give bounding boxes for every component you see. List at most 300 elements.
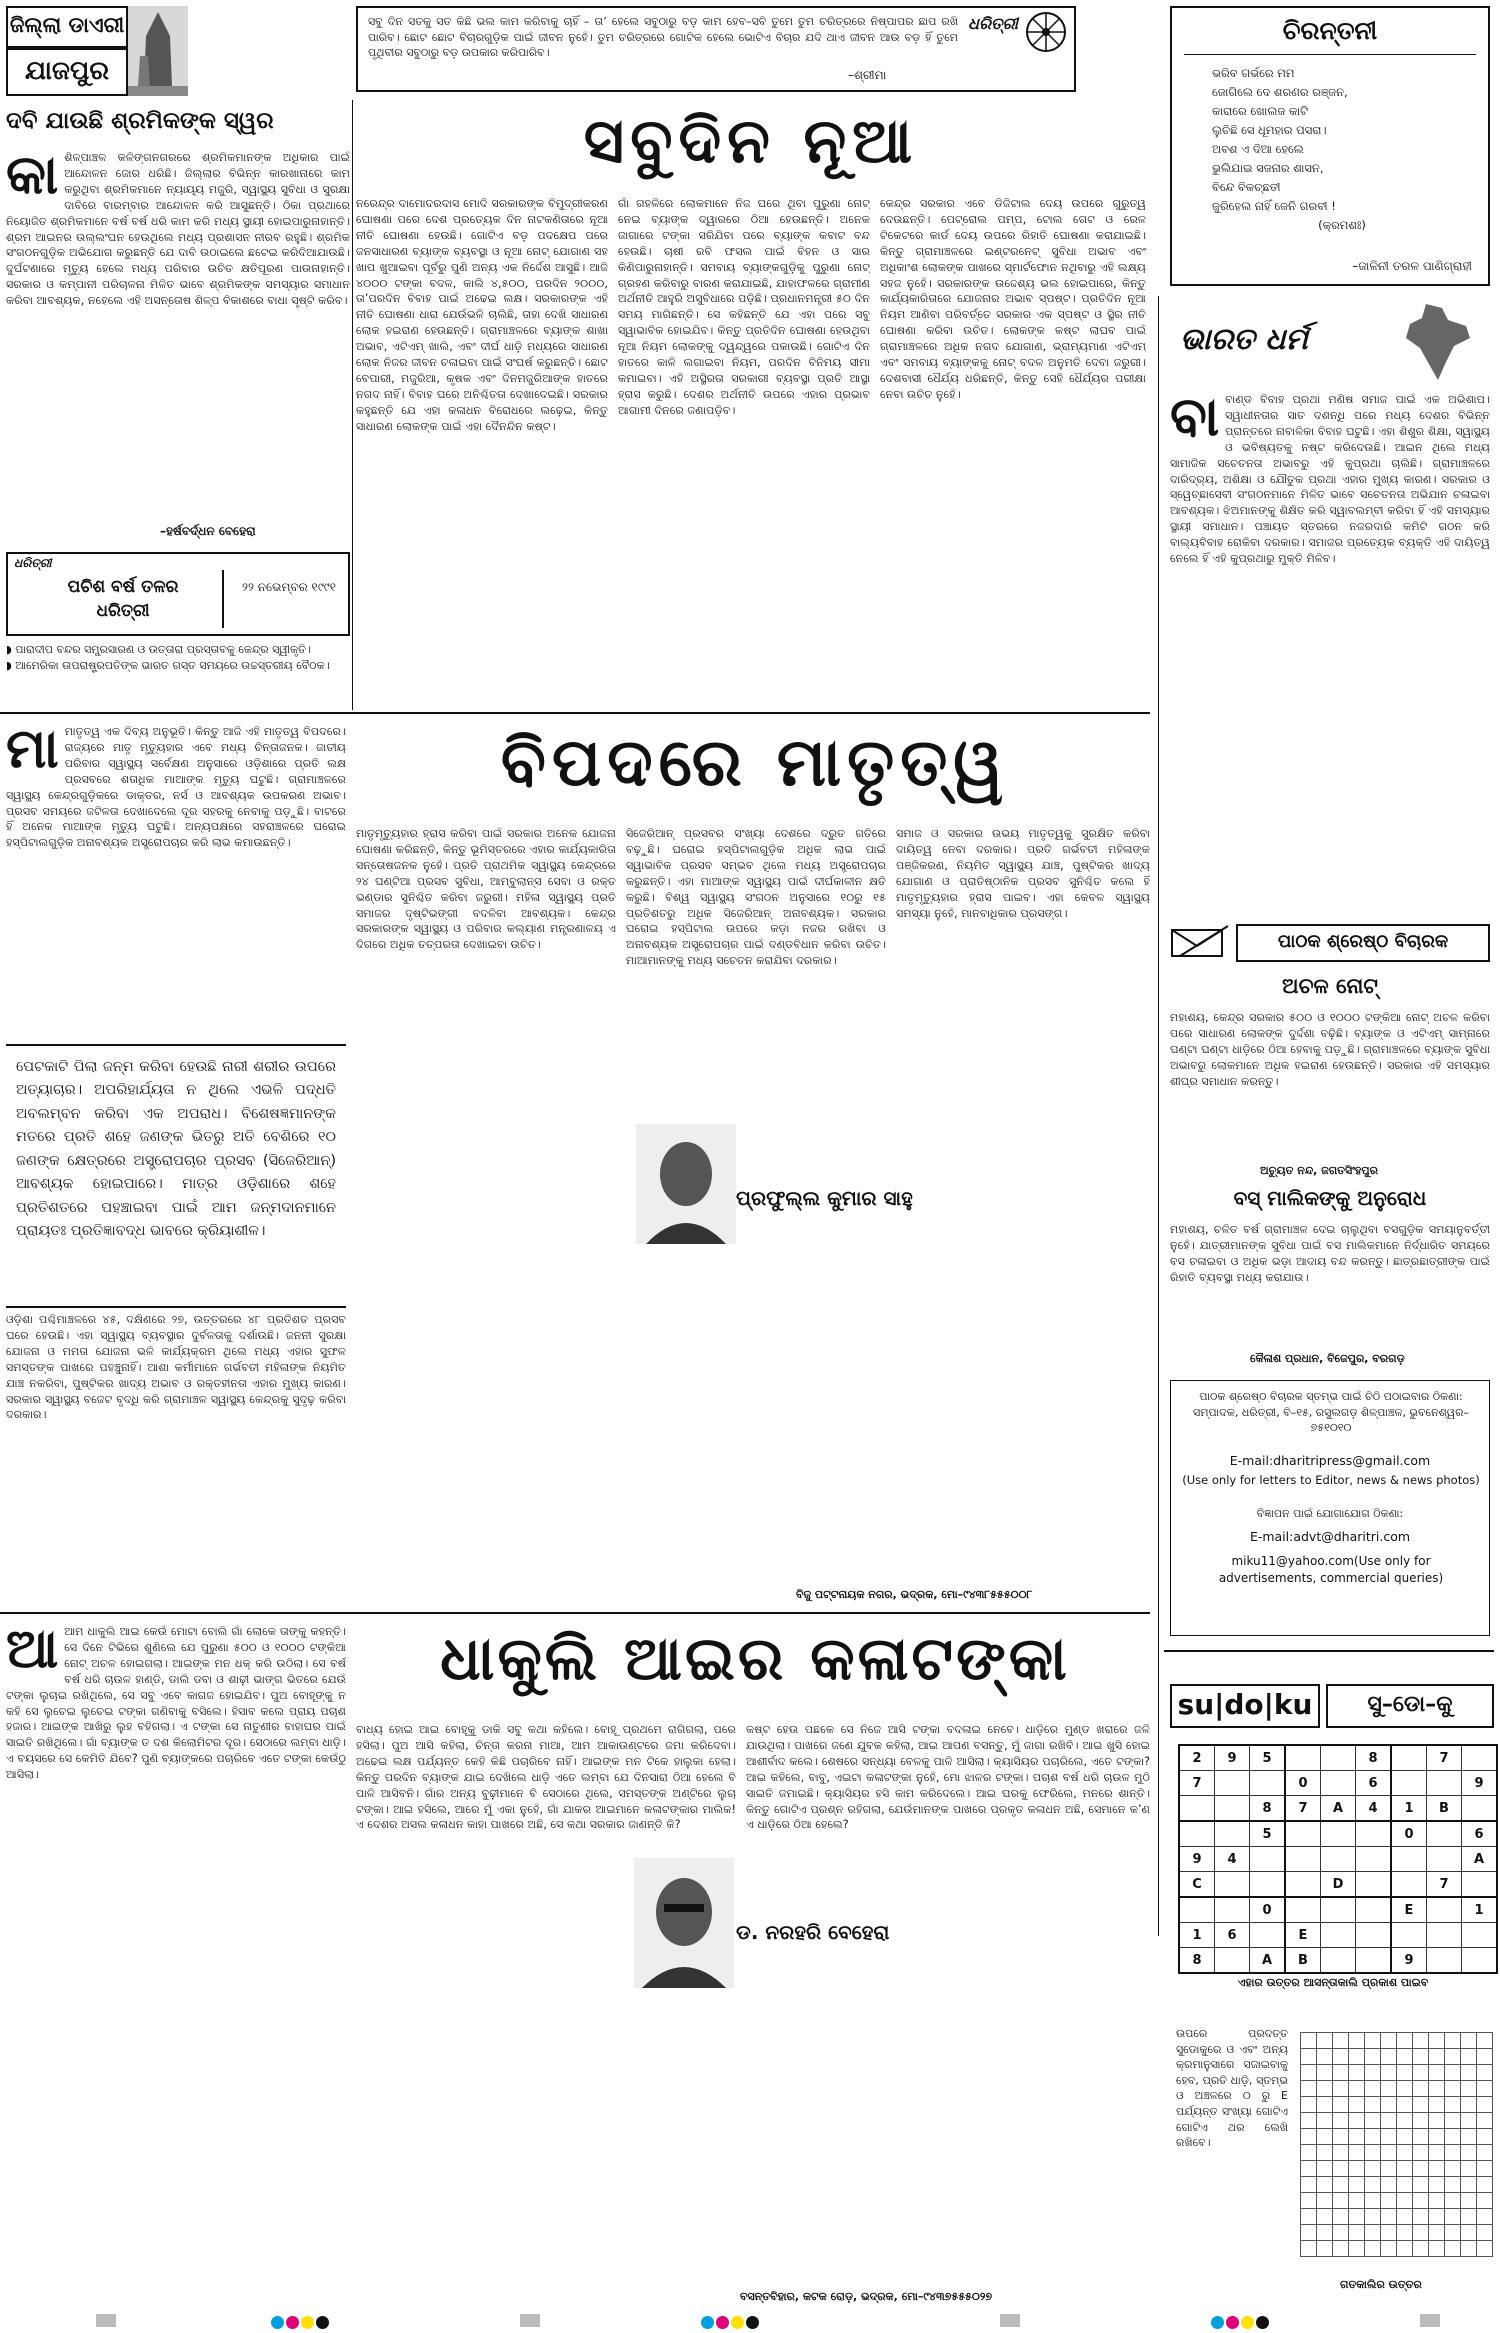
answer-cell — [1381, 2049, 1397, 2065]
letter-1-body: ମହାଶୟ, କେନ୍ଦ୍ର ସରକାର ୫୦୦ ଓ ୧୦୦୦ ଟଙ୍କିଆ ନୋଟ୍ ଅଚଳ କରିବା ପରେ ସାଧାରଣ ଲୋକଙ୍କ ଦୁର୍ଦ୍ଦଶା ବଢ଼ିଛି। ବ୍ୟାଙ୍କ ଓ ଏଟିଏମ୍ ସାମ୍ନାରେ ଘଣ୍ଟା ଘଣ୍ଟା ଧାଡ଼ିରେ ଠିଆ ହେବାକୁ ପଡ଼ୁଛି। ଗ୍ରାମାଞ୍ଚଳରେ ବ୍ୟାଙ୍କ ସୁବିଧା ଅଭାବରୁ ଲୋକମାନେ ଅଧିକ ହଇରାଣ ହେଉଛନ୍ତି। ସରକାର ଏହି ସମସ୍ୟାର ଶୀଘ୍ର ସମାଧାନ କରନ୍ତୁ। — [1170, 1011, 1490, 1088]
anniversary-logo: ଧରିତ୍ରୀ — [14, 556, 52, 570]
sudoku-prev-grid — [1300, 2032, 1493, 2257]
india-header — [1170, 300, 1490, 390]
dhakuli-col-1 — [6, 1624, 346, 2284]
mother-col-a: ଓଡ଼ିଶା ପଶ୍ଚିମାଞ୍ଚଳରେ ୪୫, ଦକ୍ଷିଣରେ ୨୭, ଉତ୍ତରରେ ୪୮ ପ୍ରତିଶତ ପ୍ରସବ ଘରେ ହେଉଛି। ଏହା ସ୍ୱାସ୍ଥ୍ୟ ବ୍ୟବସ୍ଥାର ଦୁର୍ବଳତାକୁ ଦର୍ଶାଉଛି। ଜନନୀ ସୁରକ୍ଷା ଯୋଜନା ଓ ମମତା ଯୋଜନା ଭଳି କାର୍ଯ୍ୟକ୍ରମ ଥିଲେ ମଧ୍ୟ ଏହାର ସୁଫଳ ସମସ୍ତଙ୍କ ପାଖରେ ପହଞ୍ଚୁନାହିଁ। ଆଶା କର୍ମୀମାନେ ଗର୍ଭବତୀ ମହିଳାଙ୍କ ନିୟମିତ ଯାଞ୍ଚ ନକରିବା, ପୁଷ୍ଟିକର ଖାଦ୍ୟ ଅଭାବ ଓ ରକ୍ତହୀନତା ଏହାର ମୁଖ୍ୟ କାରଣ। ସରକାର ସ୍ୱାସ୍ଥ୍ୟ ବଜେଟ ବୃଦ୍ଧି କରି ଗ୍ରାମାଞ୍ଚଳ ସ୍ୱାସ୍ଥ୍ୟ କେନ୍ଦ୍ରକୁ ସୁଦୃଢ଼ କରିବା ଦରକାର। — [6, 1313, 346, 1422]
sudoku-cell[interactable] — [1391, 1923, 1427, 1948]
answer-cell — [1397, 2097, 1413, 2113]
sudoku-cell[interactable] — [1356, 1872, 1392, 1898]
answer-cell — [1365, 2161, 1381, 2177]
mother-intro — [6, 724, 346, 1036]
answer-cell — [1317, 2241, 1333, 2257]
mother-col-d: ସମାଜ ଓ ସରକାର ଉଭୟ ମାତୃତ୍ୱକୁ ସୁରକ୍ଷିତ କରିବା ଦାୟିତ୍ୱ ନେବା ଦରକାର। ପ୍ରତି ଗର୍ଭବତୀ ମହିଳାଙ୍କ ପଞ୍ଜିକରଣ, ନିୟମିତ ସ୍ୱାସ୍ଥ୍ୟ ଯାଞ୍ଚ, ପୁଷ୍ଟିକର ଖାଦ୍ୟ ଯୋଗାଣ ଓ ପ୍ରାତିଷ୍ଠାନିକ ପ୍ରସବ ସୁନିଶ୍ଚିତ କଲେ ହିଁ ମାତୃମୃତ୍ୟୁହାର ହ୍ରାସ ପାଇବ। ଏହା କେବଳ ସ୍ୱାସ୍ଥ୍ୟ ସମସ୍ୟା ନୁହେଁ, ମାନବାଧିକାର ପ୍ରସଙ୍ଗ। — [896, 827, 1150, 920]
answer-cell — [1397, 2049, 1413, 2065]
answer-cell — [1333, 2097, 1349, 2113]
sudoku-cell[interactable]: 9 — [1391, 1948, 1427, 1974]
answer-cell — [1461, 2209, 1477, 2225]
answer-cell — [1429, 2081, 1445, 2097]
answer-cell — [1365, 2177, 1381, 2193]
sudoku-row — [1179, 1771, 1497, 1796]
sudoku-cell[interactable] — [1321, 1745, 1356, 1771]
answer-cell — [1301, 2065, 1317, 2081]
registration-marks — [0, 2312, 1500, 2330]
sudoku-cell[interactable] — [1215, 1796, 1250, 1822]
dhakuli-col-2: ବାଧ୍ୟ ହୋଇ ଆଇ ବୋହୂକୁ ଡାକି ସବୁ କଥା କହିଲେ। ବୋହୂ ପ୍ରଥମେ ରାଗିଗଲା, ପରେ ହସିଲା। ପୁଅ ଆସି କହିଲା, ଚିନ୍ତା କରନା ମାଆ, ଆମ ଆକାଉଣ୍ଟରେ ଜମା କରିଦେବା। ଅଢେଇ ଲକ୍ଷ ପର୍ଯ୍ୟନ୍ତ କେହି କିଛି ପଚାରିବେ ନାହିଁ। ଆଇଙ୍କ ମନ ଟିକେ ହାଲୁକା ହେଲା। କିନ୍ତୁ ପରଦିନ ବ୍ୟାଙ୍କ ଯାଇ ଦେଖିଲେ ଧାଡ଼ି ଏତେ ଲମ୍ବା ଯେ ଦିନସାରା ଠିଆ ହେଲେ ବି ପାଳି ଆସିବନି। ଗାଁର ଅନ୍ୟ ବୁଢ଼ୀମାନେ ବି ସେଠାରେ ଥିଲେ, ସମସ୍ତଙ୍କ ଅଣ୍ଟିରେ ଲୁଚା ଟଙ୍କା। ଆଇ ହସିଲେ, ଆରେ ମୁଁ ଏକା ନୁହେଁ, ଗାଁ ଯାକର ଆଇମାନେ କଳାଟଙ୍କାର ମାଲିକ! ଏ ଦେଶର ଅସଲ କଳାଧନ କାହା ପାଖରେ ଅଛି, ସେ କଥା ସରକାର ଜାଣନ୍ତି କି? — [356, 1723, 736, 1832]
answer-row — [1301, 2193, 1493, 2209]
dhakuli-author: ଡ. ନରହରି ବେହେରା — [736, 1920, 936, 1944]
sudoku-cell[interactable]: B — [1427, 1796, 1462, 1822]
sudoku-prev-text: ଉପରେ ପ୍ରଦତ୍ତ ସୁଡୋକୁରେ ଓ ଏବଂ ଅନ୍ୟ କ୍ରମାନୁସାରେ ସଜାଇବାକୁ ହେବ, ପ୍ରତି ଧାଡ଼ି, ସ୍ତମ୍ଭ ଓ ଅଞ୍ଚଳରେ ୦ ରୁ E ପର୍ଯ୍ୟନ୍ତ ସଂଖ୍ୟା ଗୋଟିଏ ଗୋଟିଏ ଥର ଲେଖି ରଖିବେ। — [1176, 2027, 1288, 2150]
answer-cell — [1333, 2177, 1349, 2193]
india-dropcap: ବା — [1170, 392, 1220, 448]
sudoku-cell[interactable] — [1321, 1847, 1356, 1872]
answer-cell — [1397, 2177, 1413, 2193]
district-name: ଯାଜପୁର — [6, 48, 128, 96]
district-header — [6, 6, 186, 94]
answer-cell — [1461, 2049, 1477, 2065]
sudoku-cell[interactable] — [1391, 1771, 1427, 1796]
answer-cell — [1301, 2097, 1317, 2113]
sudoku-cell[interactable]: A — [1462, 1847, 1498, 1872]
contact-notice-2: ବିଜ୍ଞାପନ ପାଇଁ ଯୋଗାଯୋଗ ଠିକଣା: — [1256, 1507, 1404, 1520]
sudoku-title-en: su|do|ku — [1170, 1684, 1320, 1728]
answer-row — [1301, 2241, 1493, 2257]
answer-cell — [1477, 2209, 1493, 2225]
answer-cell — [1477, 2097, 1493, 2113]
sudoku-cell[interactable] — [1427, 1771, 1462, 1796]
poem-lines — [1212, 64, 1472, 235]
sudoku-cell[interactable] — [1462, 1948, 1498, 1974]
answer-cell — [1461, 2193, 1477, 2209]
answer-cell — [1429, 2097, 1445, 2113]
answer-cell — [1429, 2145, 1445, 2161]
divider — [1158, 296, 1159, 1936]
sudoku-cell[interactable] — [1215, 1897, 1250, 1923]
answer-cell — [1445, 2145, 1461, 2161]
answer-cell — [1461, 2081, 1477, 2097]
sudoku-row — [1179, 1821, 1497, 1847]
sudoku-cell[interactable]: A — [1250, 1948, 1286, 1974]
answer-cell — [1461, 2145, 1477, 2161]
sudoku-cell[interactable]: 2 — [1179, 1745, 1215, 1771]
answer-cell — [1301, 2049, 1317, 2065]
answer-cell — [1461, 2177, 1477, 2193]
answer-cell — [1429, 2033, 1445, 2049]
answer-cell — [1381, 2241, 1397, 2257]
sudoku-cell[interactable]: 0 — [1285, 1771, 1321, 1796]
answer-cell — [1477, 2161, 1493, 2177]
answer-row — [1301, 2177, 1493, 2193]
sudoku-cell[interactable]: 1 — [1179, 1923, 1215, 1948]
sudoku-cell[interactable] — [1321, 1821, 1356, 1847]
answer-cell — [1301, 2145, 1317, 2161]
india-title: ଭାରତ ଧର୍ମ — [1180, 322, 1308, 357]
answer-cell — [1445, 2161, 1461, 2177]
answer-cell — [1349, 2033, 1365, 2049]
contact-email-1: E-mail:dharitripress@gmail.com — [1229, 1453, 1431, 1468]
contact-email-3: miku11@yahoo.com(Use only for advertisements, commercial queries) — [1218, 1554, 1444, 1585]
poem-box — [1170, 6, 1490, 286]
sudoku-cell[interactable]: 0 — [1391, 1821, 1427, 1847]
sudoku-row — [1179, 1796, 1497, 1822]
sudoku-cell[interactable]: 7 — [1179, 1771, 1215, 1796]
sudoku-row — [1179, 1923, 1497, 1948]
answer-cell — [1461, 2065, 1477, 2081]
contact-box — [1170, 1380, 1490, 1636]
sudoku-cell[interactable]: 4 — [1215, 1847, 1250, 1872]
sudoku-cell[interactable] — [1391, 1872, 1427, 1898]
sudoku-cell[interactable] — [1462, 1796, 1498, 1822]
answer-cell — [1413, 2033, 1429, 2049]
author-photo-1 — [636, 1124, 736, 1244]
sudoku-cell[interactable]: 4 — [1356, 1796, 1392, 1822]
sudoku-cell[interactable] — [1321, 1948, 1356, 1974]
answer-cell — [1365, 2241, 1381, 2257]
answer-cell — [1381, 2209, 1397, 2225]
sudoku-cell[interactable] — [1427, 1923, 1462, 1948]
anniversary-item: ◗ ଆମେରିକା ଉପରାଷ୍ଟ୍ରପତିଙ୍କ ଭାରତ ଗସ୍ତ ସମୟରେ ଉଚ୍ଚସ୍ତରୀୟ ବୈଠକ। — [6, 658, 330, 672]
poem-line: ଅବଶ ଏ ଦିଆ ହେଲେ — [1212, 141, 1304, 156]
answer-cell — [1461, 2033, 1477, 2049]
answer-cell — [1429, 2113, 1445, 2129]
sudoku-cell[interactable]: 6 — [1356, 1771, 1392, 1796]
answer-cell — [1445, 2081, 1461, 2097]
sudoku-cell[interactable] — [1215, 1821, 1250, 1847]
answer-row — [1301, 2129, 1493, 2145]
sudoku-header — [1170, 1684, 1490, 1728]
lead-col-2: ଗାଁ ଗହଳିରେ ଲୋକମାନେ ନିଜ ଘରେ ଥିବା ପୁରୁଣା ନୋଟ୍ ନେଇ ବ୍ୟାଙ୍କ ଦ୍ୱାରରେ ଠିଆ ହେଉଛନ୍ତି। ଅନେକ ଜାଗାରେ ଟଙ୍କା ସରିଯିବା ପରେ ବ୍ୟାଙ୍କ କବାଟ ବନ୍ଦ ହେଉଛି। ଚାଷୀ ରବି ଫସଲ ପାଇଁ ବିହନ ଓ ସାର କିଣିପାରୁନାହାନ୍ତି। ସମବାୟ ବ୍ୟାଙ୍କଗୁଡ଼ିକୁ ପୁରୁଣା ନୋଟ୍ ଗ୍ରହଣ କରିବାରୁ ବାରଣ କରାଯାଇଛି, ଯାହାଫଳରେ ଗ୍ରାମୀଣ ଅର୍ଥନୀତି ଆହୁରି ଅସୁବିଧାରେ ପଡ଼ିଛି। ପ୍ରଧାନମନ୍ତ୍ରୀ ୫୦ ଦିନ ସମୟ ମାଗିଛନ୍ତି। ସେ କହିଛନ୍ତି ଯେ ଏହା ପରେ ସବୁ ସ୍ୱାଭାବିକ ହୋଇଯିବ। କିନ୍ତୁ ପ୍ରତିଦିନ ଘୋଷଣା ହେଉଥିବା ନୂଆ ନିୟମ ଲୋକଙ୍କୁ ଦ୍ୱନ୍ଦ୍ୱରେ ପକାଉଛି। ଗୋଟିଏ ଦିନ ହାତରେ କାଳି ଲଗାଇବା ନିୟମ, ପରଦିନ ବିନିମୟ ସୀମା କମାଇବା। ଏହି ଅସ୍ଥିରତା ସରକାରୀ ବ୍ୟବସ୍ଥା ପ୍ରତି ଆସ୍ଥା ହ୍ରାସ କରୁଛି। ଦେଶର ଅର୍ଥନୀତି ଉପରେ ଏହାର ପ୍ରଭାବ ଆଗାମୀ ଦିନରେ ଜଣାପଡ଼ିବ। — [618, 197, 870, 417]
sudoku-cell[interactable] — [1321, 1771, 1356, 1796]
answer-cell — [1397, 2145, 1413, 2161]
answer-cell — [1477, 2033, 1493, 2049]
answer-cell — [1413, 2097, 1429, 2113]
answer-cell — [1317, 2097, 1333, 2113]
sudoku-cell[interactable] — [1427, 1948, 1462, 1974]
answer-cell — [1333, 2161, 1349, 2177]
answer-cell — [1349, 2193, 1365, 2209]
answer-cell — [1381, 2097, 1397, 2113]
sudoku-grid[interactable] — [1178, 1744, 1498, 1974]
dhakuli-title: ଧାକୁଲି ଆଇର କଳାଟଙ୍କା — [440, 1624, 1070, 1694]
answer-cell — [1333, 2049, 1349, 2065]
answer-cell — [1413, 2177, 1429, 2193]
answer-cell — [1381, 2161, 1397, 2177]
answer-cell — [1461, 2113, 1477, 2129]
answer-cell — [1429, 2225, 1445, 2241]
sudoku-cell[interactable] — [1356, 1923, 1392, 1948]
answer-cell — [1333, 2129, 1349, 2145]
india-body — [1170, 392, 1490, 916]
sudoku-cell[interactable]: 1 — [1462, 1897, 1498, 1923]
sudoku-cell[interactable] — [1285, 1897, 1321, 1923]
answer-cell — [1413, 2049, 1429, 2065]
sudoku-cell[interactable] — [1179, 1821, 1215, 1847]
answer-cell — [1429, 2209, 1445, 2225]
poem-author: –ଜାଳିନୀ ତରଳ ପାଣିଗ୍ରାହୀ — [1352, 259, 1472, 273]
sudoku-cell[interactable]: 1 — [1391, 1796, 1427, 1822]
answer-cell — [1397, 2193, 1413, 2209]
answer-cell — [1317, 2177, 1333, 2193]
answer-row — [1301, 2145, 1493, 2161]
sudoku-cell[interactable]: D — [1321, 1872, 1356, 1898]
sudoku-cell[interactable] — [1250, 1847, 1286, 1872]
letter-1-title: ଅଚଳ ନୋଟ୍ — [1282, 974, 1378, 998]
answer-cell — [1413, 2081, 1429, 2097]
anniversary-box — [6, 552, 350, 636]
contact-email-2: E-mail:advt@dharitri.com — [1249, 1529, 1411, 1544]
poem-line: (କ୍ରମଶଃ) — [1318, 217, 1366, 232]
answer-cell — [1445, 2113, 1461, 2129]
sudoku-cell[interactable]: 0 — [1250, 1897, 1286, 1923]
dhakuli-address: ବସନ୍ତବିହାର, କଟକ ରୋଡ଼, ଭଦ୍ରକ, ମୋ–୯୪୩୭୫୫୫୦୨୭ — [740, 2290, 993, 2303]
answer-cell — [1445, 2049, 1461, 2065]
answer-cell — [1413, 2113, 1429, 2129]
answer-row — [1301, 2161, 1493, 2177]
answer-row — [1301, 2097, 1493, 2113]
answer-row — [1301, 2209, 1493, 2225]
author-portrait — [636, 1124, 736, 1244]
sudoku-title-or: ସୁ–ଡୋ–କୁ — [1326, 1684, 1494, 1728]
sudoku-cell[interactable]: E — [1285, 1923, 1321, 1948]
letter-2-author: କୈଳାଶ ପ୍ରଧାନ, ବିଜେପୁର, ବରଗଡ଼ — [1250, 1352, 1405, 1365]
anniversary-date: ୨୨ ନଭେମ୍ବର ୧୯୯୧ — [242, 580, 336, 594]
sudoku-cell[interactable] — [1285, 1872, 1321, 1898]
logo-text: ଧରିତ୍ରୀ — [968, 14, 1018, 33]
author-photo-2 — [634, 1858, 734, 1988]
answer-row — [1301, 2049, 1493, 2065]
answer-cell — [1461, 2225, 1477, 2241]
sudoku-cell[interactable] — [1391, 1847, 1427, 1872]
answer-cell — [1477, 2177, 1493, 2193]
answer-cell — [1333, 2033, 1349, 2049]
mother-intro-text: ମାତୃତ୍ୱ ଏକ ଦିବ୍ୟ ଅନୁଭୂତି। କିନ୍ତୁ ଆଜି ଏହି ମାତୃତ୍ୱ ବିପଦରେ। ରାଜ୍ୟରେ ମାତୃ ମୃତ୍ୟୁହାର ଏବେ ମଧ୍ୟ ଚିନ୍ତାଜନକ। ଜାତୀୟ ପରିବାର ସ୍ୱାସ୍ଥ୍ୟ ସର୍ବେକ୍ଷଣ ଅନୁସାରେ ଓଡ଼ିଶାରେ ପ୍ରତି ଲକ୍ଷ ପ୍ରସବରେ ଶତାଧିକ ମାଆଙ୍କ ମୃତ୍ୟୁ ଘଟୁଛି। ଗ୍ରାମାଞ୍ଚଳରେ ସ୍ୱାସ୍ଥ୍ୟ କେନ୍ଦ୍ରଗୁଡ଼ିକରେ ଡାକ୍ତର, ନର୍ସ ଓ ଆବଶ୍ୟକ ଉପକରଣ ଅଭାବ। ପ୍ରସବ ସମୟରେ ଜଟିଳତା ଦେଖାଦେଲେ ଦୂର ସହରକୁ ନେବାକୁ ପଡ଼ୁଛି। ବାଟରେ ହିଁ ଅନେକ ମାଆଙ୍କ ମୃତ୍ୟୁ ଘଟୁଛି। ଅନ୍ୟପକ୍ଷରେ ସହରାଞ୍ଚଳରେ ଘରୋଇ ହସ୍ପିଟାଲଗୁଡ଼ିକ ଅନାବଶ୍ୟକ ଅସ୍ତ୍ରୋପଚାର କରି ଲାଭ କମାଉଛନ୍ତି। — [6, 725, 346, 850]
mother-author: ପ୍ରଫୁଲ୍ଲ କୁମାର ସାହୁ — [736, 1186, 986, 1210]
answer-cell — [1477, 2065, 1493, 2081]
answer-cell — [1301, 2161, 1317, 2177]
sudoku-cell[interactable]: 8 — [1179, 1948, 1215, 1974]
dhakuli-text-1: ଆମ ଧାକୁଲି ଆଇ କେଉଁ ମୋଟା ବୋଲି ଗାଁ ଲୋକେ ତାଙ୍କୁ କହନ୍ତି। ସେ ଦିନେ ଟିଭିରେ ଶୁଣିଲେ ଯେ ପୁରୁଣା ୫୦୦ ଓ ୧୦୦୦ ଟଙ୍କିଆ ନୋଟ୍ ଅଚଳ ହୋଇଗଲା। ଆଇଙ୍କ ମନ ଧକ୍ କରି ଉଠିଲା। ସେ ବର୍ଷ ବର୍ଷ ଧରି ଚାଉଳ ହାଣ୍ଡି, ଡାଲି ଡବା ଓ ଶାଢ଼ୀ ଭାଙ୍ଗ ଭିତରେ ଯେଉଁ ଟଙ୍କା ଲୁଚାଇ ରଖିଥିଲେ, ସେ ସବୁ ଏବେ କାଗଜ ହୋଇଯିବ। ପୁଅ ବୋହୂଙ୍କୁ ନ କହି ସେ ଲୁଚେଇ ଲୁଚେଇ ଟଙ୍କା ଗଣିବାକୁ ବସିଲେ। ହିସାବ କଲେ ପ୍ରାୟ ପଚାଶ ହଜାର। ଆଇଙ୍କ ଆଖିରୁ ଲୁହ ବହିଗଲା। ଏ ଟଙ୍କା ସେ ନାତୁଣୀର ବାହାଘର ପାଇଁ ସାଇତି ରଖିଥିଲେ। ଗାଁ ବ୍ୟାଙ୍କ ତ ଦଶ କିଲୋମିଟର ଦୂର। ସେଠାରେ ଲମ୍ବା ଧାଡ଼ି। ଏ ବୟସରେ ସେ କେମିତି ଯିବେ? ପୁଣି ବ୍ୟାଙ୍କରେ ପଚାରିବେ ଏତେ ଟଙ୍କା କେଉଁଠୁ ଆସିଲା। — [6, 1625, 346, 1782]
answer-cell — [1301, 2081, 1317, 2097]
letters-title: ପାଠକ ଶ୍ରେଷ୍ଠ ବିଚାରକ — [1236, 924, 1490, 962]
sudoku-cell[interactable] — [1321, 1897, 1356, 1923]
answer-cell — [1445, 2209, 1461, 2225]
mother-pullquote: ପେଟକାଟି ପିଲା ଜନ୍ମ କରିବା ହେଉଛି ନାରୀ ଶରୀର ଉପରେ ଅତ୍ୟାଚାର। ଅପରିହାର୍ଯ୍ୟତା ନ ଥିଲେ ଏଭଳି ପଦ୍ଧତି ଅବଲମ୍ବନ କରିବା ଏକ ଅପରାଧ। ବିଶେଷଜ୍ଞମାନଙ୍କ ମତରେ ପ୍ରତି ଶହେ ଜଣଙ୍କ ଭିତରୁ ଅତି ବେଶିରେ ୧୦ ଜଣଙ୍କ କ୍ଷେତ୍ରରେ ଅସ୍ତ୍ରୋପଚାର ପ୍ରସବ (ସିଜେରିଆନ୍) ଆବଶ୍ୟକ ହୋଇପାରେ। ମାତ୍ର ଓଡ଼ିଶାରେ ଶହେ ପ୍ରତିଶତରେ ପହଞ୍ଚାଇବା ପାଇଁ ଆମ ଜନ୍ମଦାନମାନେ ପ୍ରାୟତଃ ପ୍ରତିଜ୍ଞାବଦ୍ଧ ଭାବରେ କ୍ରିୟାଶୀଳ। — [16, 1059, 336, 1240]
contact-notice: ପାଠକ ଶ୍ରେଷ୍ଠ ବିଚାରକ ସ୍ତମ୍ଭ ପାଇଁ ଚିଠି ପଠାଇବାର ଠିକଣା: ସମ୍ପାଦକ, ଧରିତ୍ରୀ, ବି–୧୫, ରସୁଲଗଡ଼ ଶିଳ୍ପାଞ୍ଚଳ, ଭୁବନେଶ୍ୱର–୭୫୧୦୧୦ — [1193, 1390, 1469, 1435]
answer-cell — [1445, 2225, 1461, 2241]
answer-cell — [1381, 2113, 1397, 2129]
letter-2-title: ବସ୍ ମାଲିକଙ୍କୁ ଅନୁରୋଧ — [1233, 1186, 1427, 1210]
sudoku-note: ଏହାର ଉତ୍ତର ଆସନ୍ତାକାଲି ପ୍ରକାଶ ପାଇବ — [1237, 1976, 1429, 1989]
sudoku-cell[interactable]: C — [1179, 1872, 1215, 1898]
sudoku-cell[interactable] — [1462, 1872, 1498, 1898]
sudoku-cell[interactable]: E — [1391, 1897, 1427, 1923]
sudoku-cell[interactable] — [1391, 1745, 1427, 1771]
answer-cell — [1349, 2065, 1365, 2081]
answer-cell — [1445, 2033, 1461, 2049]
sudoku-cell[interactable]: 5 — [1250, 1821, 1286, 1847]
labor-text: ଶିଳ୍ପାଞ୍ଚଳ କଳିଙ୍ଗନଗରରେ ଶ୍ରମିକମାନଙ୍କ ଅଧିକାର ପାଇଁ ଆନ୍ଦୋଳନ ଜୋର ଧରିଛି। ଜିଲ୍ଲାର ବିଭିନ୍ନ କାରଖାନାରେ କାମ କରୁଥିବା ଶ୍ରମିକମାନେ ନ୍ୟାୟ୍ୟ ମଜୁରି, ସ୍ୱାସ୍ଥ୍ୟ ସୁବିଧା ଓ ସୁରକ୍ଷା ଦାବିରେ ବାରମ୍ବାର ଆନ୍ଦୋଳନ କରି ଆସୁଛନ୍ତି। ଠିକା ପ୍ରଥାରେ ନିୟୋଜିତ ଶ୍ରମିକମାନେ ବର୍ଷ ବର୍ଷ ଧରି କାମ କରି ମଧ୍ୟ ସ୍ଥାୟୀ ହୋଇପାରୁନାହାନ୍ତି। ଶ୍ରମ ଆଇନର ଉଲ୍ଲଂଘନ ହେଉଥିଲେ ମଧ୍ୟ ପ୍ରଶାସନ ନୀରବ ରହୁଛି। ଶ୍ରମିକ ସଂଗଠନଗୁଡ଼ିକ ଅଭିଯୋଗ କରୁଛନ୍ତି ଯେ ଦାବି ଉଠାଇଲେ ଛଟେଇ କରିଦିଆଯାଉଛି। ଦୁର୍ଘଟଣାରେ ମୃତ୍ୟୁ ହେଲେ ମଧ୍ୟ ପରିବାର ଉଚିତ କ୍ଷତିପୂରଣ ପାଉନାହାନ୍ତି। ସରକାର ଓ କମ୍ପାନୀ ପରିଚାଳନା ମିଳିତ ଭାବେ ଶ୍ରମିକଙ୍କ ସମସ୍ୟାର ସମାଧାନ କରିବା ଆବଶ୍ୟକ, ନହେଲେ ଏହି ଅସନ୍ତୋଷ ଶିଳ୍ପ ବିକାଶରେ ବାଧା ସୃଷ୍ଟି କରିବ। — [6, 151, 350, 308]
answer-cell — [1317, 2065, 1333, 2081]
sudoku-cell[interactable] — [1179, 1897, 1215, 1923]
answer-cell — [1301, 2241, 1317, 2257]
answer-cell — [1413, 2209, 1429, 2225]
answer-cell — [1397, 2161, 1413, 2177]
answer-cell — [1429, 2193, 1445, 2209]
sudoku-cell[interactable] — [1179, 1796, 1215, 1822]
answer-cell — [1317, 2209, 1333, 2225]
sudoku-cell[interactable]: 8 — [1356, 1745, 1392, 1771]
answer-cell — [1349, 2177, 1365, 2193]
divider — [1164, 1650, 1494, 1652]
lead-title: ସବୁଦିନ ନୂଆ — [583, 104, 919, 177]
divider — [352, 100, 353, 710]
sudoku-cell[interactable] — [1462, 1923, 1498, 1948]
poem-line: ବିନ୍ଦେ ବିକଚ୍ଛତୀ — [1212, 179, 1281, 194]
sudoku-cell[interactable]: 9 — [1215, 1745, 1250, 1771]
labor-author: –ହର୍ଷବର୍ଦ୍ଧନ ବେହେରା — [160, 524, 256, 538]
answer-cell — [1397, 2065, 1413, 2081]
sudoku-cell[interactable] — [1215, 1948, 1250, 1974]
answer-cell — [1301, 2225, 1317, 2241]
poem-line: କାରାରେ ଖୋଲଜ କାଟି — [1212, 103, 1309, 118]
answer-cell — [1445, 2065, 1461, 2081]
mother-col-c: ସିଜେରିଆନ୍ ପ୍ରସବର ସଂଖ୍ୟା ଦେଶରେ ଦ୍ରୁତ ଗତିରେ ବଢ଼ୁଛି। ଘରୋଇ ହସ୍ପିଟାଲଗୁଡ଼ିକ ଅଧିକ ଲାଭ ପାଇଁ ସ୍ୱାଭାବିକ ପ୍ରସବ ସମ୍ଭବ ଥିଲେ ମଧ୍ୟ ଅସ୍ତ୍ରୋପଚାର କରୁଛନ୍ତି। ଏହା ମାଆଙ୍କ ସ୍ୱାସ୍ଥ୍ୟ ପାଇଁ ଦୀର୍ଘକାଳୀନ କ୍ଷତି କରୁଛି। ବିଶ୍ୱ ସ୍ୱାସ୍ଥ୍ୟ ସଂଗଠନ ଅନୁସାରେ ୧୦ରୁ ୧୫ ପ୍ରତିଶତରୁ ଅଧିକ ସିଜେରିଆନ୍ ଅନାବଶ୍ୟକ। ସରକାର ଘରୋଇ ହସ୍ପିଟାଲ ଉପରେ କଡ଼ା ନଜର ରଖିବା ଓ ଅନାବଶ୍ୟକ ଅସ୍ତ୍ରୋପଚାର ପାଇଁ ଦଣ୍ଡବିଧାନ କରିବା ଉଚିତ। ମାଆମାନଙ୍କୁ ମଧ୍ୟ ସଚେତନ କରାଯିବା ଦରକାର। — [626, 827, 886, 968]
sudoku-cell[interactable]: 5 — [1250, 1745, 1286, 1771]
poem-line: ଜୁରିହେଲ ନାହିଁ ଜେନି ଗରବୀ ! — [1212, 198, 1336, 213]
poem-title: ଚିରନ୍ତନୀ — [1282, 16, 1378, 45]
answer-cell — [1381, 2081, 1397, 2097]
sudoku-prev-label: ଗତକାଲିର ଉତ୍ତର — [1340, 2278, 1422, 2291]
answer-cell — [1397, 2209, 1413, 2225]
sudoku-row — [1179, 1948, 1497, 1974]
sudoku-cell[interactable] — [1427, 1897, 1462, 1923]
sudoku-cell[interactable]: B — [1285, 1948, 1321, 1974]
sudoku-cell[interactable] — [1462, 1745, 1498, 1771]
divider — [0, 712, 1150, 714]
answer-cell — [1397, 2033, 1413, 2049]
answer-cell — [1349, 2209, 1365, 2225]
sudoku-cell[interactable] — [1285, 1821, 1321, 1847]
answer-cell — [1365, 2033, 1381, 2049]
sudoku-cell[interactable] — [1356, 1897, 1392, 1923]
mother-title: ବିପଦରେ ମାତୃତ୍ୱ — [500, 724, 1010, 801]
answer-cell — [1333, 2193, 1349, 2209]
letter-2-body: ମହାଶୟ, ଚଳିତ ବର୍ଷ ଗ୍ରାମାଞ୍ଚଳ ଦେଇ ଚାଲୁଥିବା ବସଗୁଡ଼ିକ ସମୟାନୁବର୍ତ୍ତୀ ନୁହେଁ। ଯାତ୍ରୀମାନଙ୍କ ସୁବିଧା ପାଇଁ ବସ ମାଲିକମାନେ ନିର୍ଦ୍ଧାରିତ ସମୟରେ ବସ ଚଳାଇବା ଓ ଅଧିକ ଭଡ଼ା ଆଦାୟ ବନ୍ଦ କରନ୍ତୁ। ଛାତ୍ରଛାତ୍ରୀଙ୍କ ପାଇଁ ରିହାତି ବ୍ୟବସ୍ଥା ମଧ୍ୟ କରାଯାଉ। — [1170, 1223, 1490, 1284]
temple-icon — [128, 6, 188, 96]
sudoku-cell[interactable] — [1321, 1923, 1356, 1948]
author-portrait — [634, 1858, 734, 1988]
answer-cell — [1365, 2129, 1381, 2145]
sudoku-cell[interactable] — [1356, 1847, 1392, 1872]
answer-cell — [1413, 2241, 1429, 2257]
mother-col-b: ମାତୃମୃତ୍ୟୁହାର ହ୍ରାସ କରିବା ପାଇଁ ସରକାର ଅନେକ ଯୋଜନା ଘୋଷଣା କରିଛନ୍ତି, କିନ୍ତୁ ଭୂମିସ୍ତରରେ ଏହାର କାର୍ଯ୍ୟକାରିତା ସନ୍ତୋଷଜନକ ନୁହେଁ। ପ୍ରତି ପ୍ରାଥମିକ ସ୍ୱାସ୍ଥ୍ୟ କେନ୍ଦ୍ରରେ ୨୪ ଘଣ୍ଟିଆ ପ୍ରସବ ସୁବିଧା, ଆମ୍ବୁଲାନ୍ସ ସେବା ଓ ରକ୍ତ ଭଣ୍ଡାର ସୁନିଶ୍ଚିତ କରିବା ଜରୁରୀ। ମହିଳା ସ୍ୱାସ୍ଥ୍ୟ ପ୍ରତି ସମାଜର ଦୃଷ୍ଟିଭଙ୍ଗୀ ବଦଳିବା ଆବଶ୍ୟକ। କେନ୍ଦ୍ର ସରକାରଙ୍କ ସ୍ୱାସ୍ଥ୍ୟ ଓ ପରିବାର କଲ୍ୟାଣ ମନ୍ତ୍ରଣାଳୟ ଏ ଦିଗରେ ଅଧିକ ତତ୍ପରତା ଦେଖାଇବା ଉଚିତ। — [356, 827, 616, 952]
answer-cell — [1461, 2129, 1477, 2145]
answer-cell — [1381, 2033, 1397, 2049]
poem-line: ଭରିବ ଗର୍ଭରେ ମମ — [1212, 66, 1295, 80]
answer-cell — [1461, 2161, 1477, 2177]
sudoku-cell[interactable] — [1250, 1923, 1286, 1948]
poem-line: ଲୁଚିଛି ସେ ଧୂମହାର ପସରା। — [1212, 122, 1327, 137]
answer-cell — [1381, 2225, 1397, 2241]
answer-cell — [1429, 2065, 1445, 2081]
envelope-icon — [1170, 924, 1230, 960]
answer-cell — [1365, 2193, 1381, 2209]
sudoku-row — [1179, 1872, 1497, 1898]
labor-dropcap: କା — [6, 150, 59, 206]
sudoku-cell[interactable] — [1356, 1948, 1392, 1974]
sudoku-cell[interactable]: A — [1321, 1796, 1356, 1822]
answer-cell — [1429, 2129, 1445, 2145]
sudoku-cell[interactable] — [1356, 1821, 1392, 1847]
answer-cell — [1413, 2065, 1429, 2081]
answer-cell — [1317, 2161, 1333, 2177]
dhakuli-dropcap: ଆ — [6, 1624, 59, 1680]
sudoku-cell[interactable]: 7 — [1427, 1872, 1462, 1898]
answer-row — [1301, 2081, 1493, 2097]
answer-cell — [1477, 2129, 1493, 2145]
answer-cell — [1333, 2145, 1349, 2161]
answer-cell — [1461, 2097, 1477, 2113]
sudoku-cell[interactable] — [1215, 1872, 1250, 1898]
contact-email-1-note: (Use only for letters to Editor, news & news photos) — [1182, 1473, 1480, 1487]
answer-row — [1301, 2033, 1493, 2049]
sudoku-cell[interactable] — [1285, 1745, 1321, 1771]
sudoku-cell[interactable]: 9 — [1179, 1847, 1215, 1872]
answer-cell — [1301, 2033, 1317, 2049]
answer-cell — [1349, 2145, 1365, 2161]
answer-cell — [1349, 2097, 1365, 2113]
sudoku-cell[interactable] — [1427, 1847, 1462, 1872]
sudoku-row — [1179, 1847, 1497, 1872]
mother-address: ବିଜୁ ପଟ୍ଟନାୟକ ନଗର, ଭଦ୍ରକ, ମୋ–୯୪୩୮୫୫୫୦୦୮ — [796, 1588, 1033, 1601]
india-text: ବାଣ୍ଡ ବିବାହ ପ୍ରଥା ମଣିଷ ସମାଜ ପାଇଁ ଏକ ଅଭିଶାପ। ସ୍ୱାଧୀନତାର ସାତ ଦଶନ୍ଧି ପରେ ମଧ୍ୟ ଦେଶର ବିଭିନ୍ନ ପ୍ରାନ୍ତରେ ନାବାଳିକା ବିବାହ ଘଟୁଛି। ଏହା ଶିଶୁର ଶିକ୍ଷା, ସ୍ୱାସ୍ଥ୍ୟ ଓ ଭବିଷ୍ୟତକୁ ନଷ୍ଟ କରିଦେଉଛି। ଆଇନ ଥିଲେ ମଧ୍ୟ ସାମାଜିକ ସଚେତନତା ଅଭାବରୁ ଏହି କୁପ୍ରଥା ଚାଲିଛି। ଗ୍ରାମାଞ୍ଚଳରେ ଦାରିଦ୍ର୍ୟ, ଅଶିକ୍ଷା ଓ ଯୌତୁକ ପ୍ରଥା ଏହାର ମୁଖ୍ୟ କାରଣ। ସରକାର ଓ ସ୍ୱେଚ୍ଛାସେବୀ ସଂଗଠନମାନେ ମିଳିତ ଭାବେ ସଚେତନତା ଅଭିଯାନ ଚଳାଇବା ଆବଶ୍ୟକ। ଝିଅମାନଙ୍କୁ ଶିକ୍ଷିତ କରି ସ୍ୱାବଲମ୍ବୀ କରିବା ହିଁ ଏହି ସମସ୍ୟାର ସ୍ଥାୟୀ ସମାଧାନ। ପଞ୍ଚାୟତ ସ୍ତରରେ ନଜରଦାରି କମିଟି ଗଠନ କରି ବାଲ୍ୟବିବାହ ରୋକିବା ଦରକାର। ସମାଜର ପ୍ରତ୍ୟେକ ବ୍ୟକ୍ତି ଏହି ଦାୟିତ୍ୱ ନେଲେ ହିଁ ଏହି କୁପ୍ରଥାରୁ ମୁକ୍ତି ମିଳିବ। — [1170, 393, 1490, 566]
sudoku-cell[interactable] — [1250, 1872, 1286, 1898]
answer-cell — [1349, 2161, 1365, 2177]
answer-cell — [1413, 2129, 1429, 2145]
answer-cell — [1429, 2161, 1445, 2177]
answer-cell — [1413, 2193, 1429, 2209]
answer-cell — [1365, 2097, 1381, 2113]
lead-col-1: ନରେନ୍ଦ୍ର ଦାମୋଦରଦାସ ମୋଦି ସରକାରଙ୍କ ବିମୁଦ୍ରୀକରଣ ଘୋଷଣା ପରେ ଦେଶ ପ୍ରତ୍ୟେକ ଦିନ ନାଟକଣିତାରେ ନୂଆ ନୀତି ଘୋଷଣା ହେଉଛି। ଗୋଟିଏ ବଡ଼ ପଦକ୍ଷେପ ପରେ ଜନସାଧାରଣ ବ୍ୟାଙ୍କ ବ୍ୟବସ୍ଥା ଓ ନୂଆ ନୋଟ୍ ଯୋଗାଣ ସହ ଖାପ ଖୁଆଇବା ପୂର୍ବରୁ ପୁଣି ଅନ୍ୟ ଏକ ନିର୍ଦ୍ଦେଶ ଆସୁଛି। ଆଜି ୪୦୦୦ ଟଙ୍କା ବଦଳ, କାଲି ୪,୫୦୦, ପରଦିନ ୨୦୦୦, ତା’ପରଦିନ ବିବାହ ପାଇଁ ଅଢେଇ ଲକ୍ଷ। ସରକାରଙ୍କ ଏହି ନୀତି ଘୋଷଣା ଧାରା ଯେଉଁଭଳି ଚାଲିଛି, ତାହା ଦେଖି ସାଧାରଣ ଲୋକ ହଇରାଣ ହେଉଛନ୍ତି। ଗ୍ରାମାଞ୍ଚଳରେ ବ୍ୟାଙ୍କ ଶାଖା ଅଭାବ, ଏଟିଏମ୍ ଖାଲି, ଏବଂ ଦୀର୍ଘ ଧାଡ଼ି ମଧ୍ୟରେ ସାଧାରଣ ଲୋକ ନିଜର ଜୀବନ ଚଳାଇବା ପାଇଁ ସଂଘର୍ଷ କରୁଛନ୍ତି। ଛୋଟ ବେପାରୀ, ମଜୁରିଆ, କୃଷକ ଏବଂ ଦିନମଜୁରିଆଙ୍କ ହାତରେ ନଗଦ ନାହିଁ। ବିବାହ ଘରେ ଅନିଶ୍ଚିତତା ଦେଖାଦେଇଛି। ସରକାର କହୁଛନ୍ତି ଯେ ଏହା କଳାଧନ ବିରୋଧରେ ଲଢ଼େଇ, କିନ୍ତୁ ସାଧାରଣ ଲୋକଙ୍କ ପାଇଁ ଏହା ଦୈନନ୍ଦିନ କଷ୍ଟ। — [356, 197, 608, 433]
sudoku-cell[interactable] — [1427, 1821, 1462, 1847]
sudoku-cell[interactable]: 6 — [1215, 1923, 1250, 1948]
sudoku-cell[interactable]: 6 — [1462, 1821, 1498, 1847]
answer-cell — [1317, 2193, 1333, 2209]
sudoku-cell[interactable] — [1250, 1771, 1286, 1796]
answer-cell — [1349, 2113, 1365, 2129]
sudoku-cell[interactable]: 8 — [1250, 1796, 1286, 1822]
sudoku-cell[interactable] — [1285, 1847, 1321, 1872]
answer-row — [1301, 2065, 1493, 2081]
answer-cell — [1413, 2161, 1429, 2177]
answer-row — [1301, 2225, 1493, 2241]
answer-cell — [1397, 2113, 1413, 2129]
answer-cell — [1301, 2177, 1317, 2193]
sudoku-cell[interactable]: 7 — [1427, 1745, 1462, 1771]
lead-col-3: କେନ୍ଦ୍ର ସରକାର ଏବେ ଡିଜିଟାଲ ଦେୟ ଉପରେ ଗୁରୁତ୍ୱ ଦେଉଛନ୍ତି। ପେଟ୍ରୋଲ ପମ୍ପ, ଟୋଲ ଗେଟ ଓ ରେଳ ଟିକେଟରେ କାର୍ଡ ଦେୟ ଉପରେ ରିହାତି ଘୋଷଣା କରାଯାଇଛି। କିନ୍ତୁ ଗ୍ରାମାଞ୍ଚଳରେ ଇଣ୍ଟରନେଟ୍ ସୁବିଧା ଅଭାବ ଏବଂ ଅଧିକାଂଶ ଲୋକଙ୍କ ପାଖରେ ସ୍ମାର୍ଟଫୋନ ନଥିବାରୁ ଏହି ଲକ୍ଷ୍ୟ ସହଜ ନୁହେଁ। ସରକାରଙ୍କ ଉଦ୍ଦେଶ୍ୟ ଭଲ ହୋଇପାରେ, କିନ୍ତୁ କାର୍ଯ୍ୟକାରିତାରେ ଯୋଜନାର ଅଭାବ ସ୍ପଷ୍ଟ। ପ୍ରତିଦିନ ନୂଆ ନିୟମ ଆଣିବା ପରିବର୍ତ୍ତେ ସରକାର ଏକ ସ୍ପଷ୍ଟ ଓ ସ୍ଥିର ନୀତି ଘୋଷଣା କରିବା ଉଚିତ। ଲୋକଙ୍କ କଷ୍ଟ ଲାଘବ ପାଇଁ ଗ୍ରାମାଞ୍ଚଳରେ ଅଧିକ ନଗଦ ଯୋଗାଣ, ଭ୍ରାମ୍ୟମାଣ ଏଟିଏମ୍ ଏବଂ ସମବାୟ ବ୍ୟାଙ୍କକୁ ନୋଟ୍ ବଦଳ ଅନୁମତି ଦେବା ଜରୁରୀ। ଦେଶବାସୀ ଧୈର୍ଯ୍ୟ ଧରିଛନ୍ତି, କିନ୍ତୁ ସେହି ଧୈର୍ଯ୍ୟର ପରୀକ୍ଷା ନେବା ଉଚିତ ନୁହେଁ। — [880, 197, 1146, 401]
sudoku-cell[interactable] — [1215, 1771, 1250, 1796]
anniversary-item: ◗ ପାରାଦୀପ ବନ୍ଦର ସମ୍ପ୍ରସାରଣ ଓ ଉତ୍ତାରା ପ୍ରସ୍ତାବକୁ କେନ୍ଦ୍ର ସ୍ୱୀକୃତି। — [6, 643, 311, 656]
answer-cell — [1429, 2177, 1445, 2193]
answer-cell — [1349, 2049, 1365, 2065]
answer-cell — [1477, 2193, 1493, 2209]
sudoku-cell[interactable]: 9 — [1462, 1771, 1498, 1796]
sudoku-cell[interactable]: 7 — [1285, 1796, 1321, 1822]
answer-cell — [1301, 2209, 1317, 2225]
anniversary-label: ପଚିଶ ବର୍ଷ ତଳର ଧରିତ୍ରୀ — [67, 577, 179, 621]
india-map-icon — [1396, 300, 1476, 384]
sudoku-row — [1179, 1897, 1497, 1923]
